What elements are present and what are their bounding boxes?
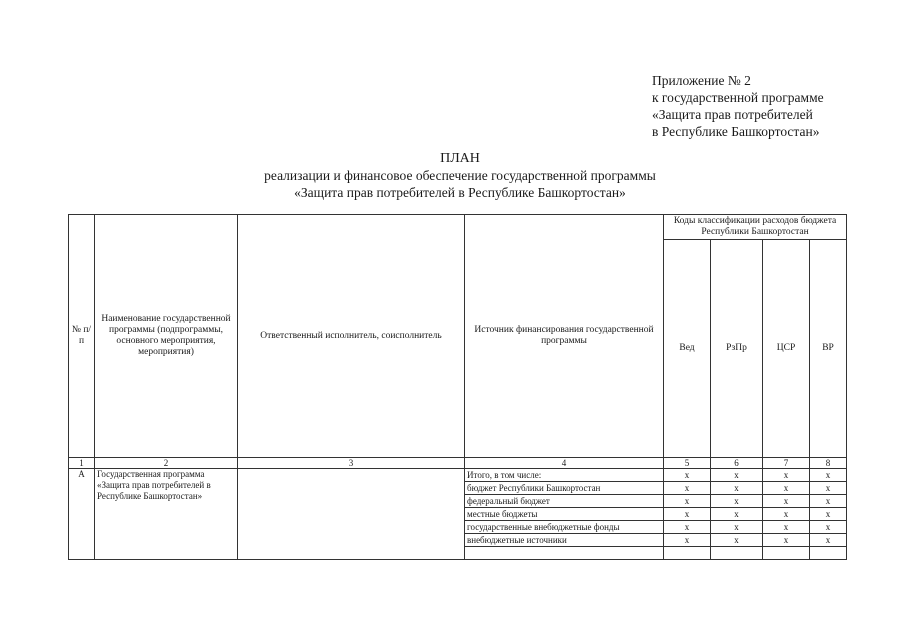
column-number: 5	[664, 458, 711, 469]
vr-cell: х	[810, 534, 847, 547]
source-cell: бюджет Республики Башкортостан	[465, 482, 664, 495]
csr-cell-empty	[763, 547, 810, 560]
program-name-title: «Защита прав потребителей в Республике Башкортостан»	[294, 185, 626, 200]
rzpr-cell: х	[711, 534, 763, 547]
document-title: ПЛАН	[440, 151, 480, 166]
vr-cell: х	[810, 508, 847, 521]
ved-cell: х	[664, 534, 711, 547]
header-num: № п/п	[69, 215, 95, 458]
source-cell: Итого, в том числе:	[465, 469, 664, 482]
source-cell: внебюджетные источники	[465, 534, 664, 547]
header-source: Источник финансирования государственной программы	[465, 215, 664, 458]
document-subtitle: реализации и финансовое обеспечение государственной программы	[264, 168, 656, 183]
header-executor: Ответственный исполнитель, соисполнитель	[238, 215, 465, 458]
column-number: 1	[69, 458, 95, 469]
program-name: Государственная программа «Защита прав потребителей в Республике Башкортостан»	[95, 469, 238, 560]
appendix-line-3: «Защита прав потребителей	[652, 107, 813, 122]
vr-cell: х	[810, 521, 847, 534]
vr-cell: х	[810, 469, 847, 482]
csr-cell: х	[763, 482, 810, 495]
csr-cell: х	[763, 469, 810, 482]
column-number: 6	[711, 458, 763, 469]
plan-table	[68, 214, 846, 556]
ved-cell: х	[664, 508, 711, 521]
source-cell: государственные внебюджетные фонды	[465, 521, 664, 534]
column-number: 3	[238, 458, 465, 469]
rzpr-cell: х	[711, 482, 763, 495]
vr-cell: х	[810, 482, 847, 495]
rzpr-cell: х	[711, 521, 763, 534]
source-cell: федеральный бюджет	[465, 495, 664, 508]
ved-cell-empty	[664, 547, 711, 560]
rzpr-cell-empty	[711, 547, 763, 560]
ved-cell: х	[664, 521, 711, 534]
vr-cell: х	[810, 495, 847, 508]
column-number: 8	[810, 458, 847, 469]
rzpr-cell: х	[711, 469, 763, 482]
ved-cell: х	[664, 482, 711, 495]
column-number: 2	[95, 458, 238, 469]
header-codes-group: Коды классификации расходов бюджета Республики Башкортостан	[664, 215, 847, 240]
csr-cell: х	[763, 508, 810, 521]
csr-cell: х	[763, 534, 810, 547]
header-name: Наименование государственной программы (подпрограммы, основного мероприятия, мероприятия)	[95, 215, 238, 458]
appendix-note	[652, 72, 824, 140]
header-vr: ВР	[810, 240, 847, 458]
csr-cell: х	[763, 521, 810, 534]
rzpr-cell: х	[711, 495, 763, 508]
appendix-line-2: к государственной программе	[652, 90, 824, 105]
source-cell: местные бюджеты	[465, 508, 664, 521]
vr-cell-empty	[810, 547, 847, 560]
header-ved: Вед	[664, 240, 711, 458]
appendix-line-4: в Республике Башкортостан»	[652, 124, 820, 139]
column-number: 4	[465, 458, 664, 469]
program-executor	[238, 469, 465, 560]
csr-cell: х	[763, 495, 810, 508]
program-num: А	[69, 469, 95, 560]
rzpr-cell: х	[711, 508, 763, 521]
ved-cell: х	[664, 495, 711, 508]
header-csr: ЦСР	[763, 240, 810, 458]
source-cell-empty	[465, 547, 664, 560]
column-number: 7	[763, 458, 810, 469]
appendix-line-1: Приложение № 2	[652, 73, 751, 88]
ved-cell: х	[664, 469, 711, 482]
header-rzpr: РзПр	[711, 240, 763, 458]
